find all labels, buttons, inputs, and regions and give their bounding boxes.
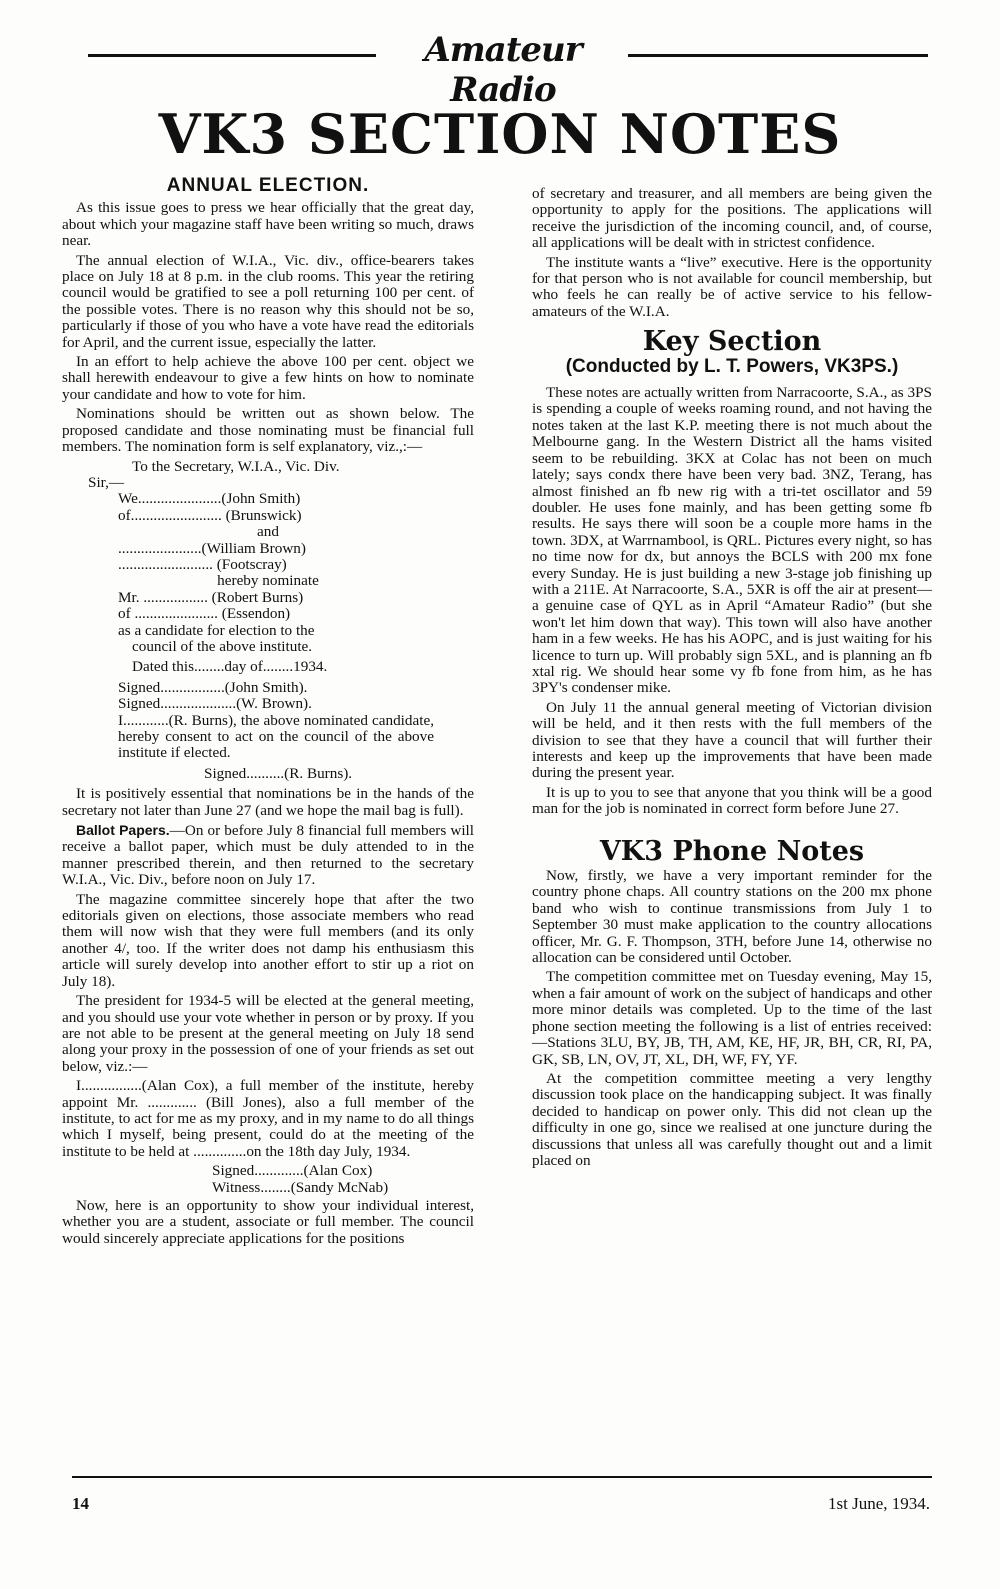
form-line: ......................(William Brown) — [118, 539, 306, 557]
paragraph: These notes are actually written from Narracoorte, S.A., as 3PS is spending a couple of weeks roaming round, and not having the notes taken at the last K.P. meeting there is not much about the Melbourne gang. In the Western District all the hams visited seem to be rebuilding. 3KX at Colac has not been on much lately; says condx there have been very bad. 3NZ, Terang, has almost finished an fb new rig with a tri-tet oscillator and 59 doubler. He uses fone mainly, and has been getting some fb results. He says there will soon be a couple more hams in the town. 3DX, at Warrnambool, is QRL. Pictures every night, so has no time now for dx, but annoys the BCLS with 200 mx fone every Sunday. He is just building a new 3-stage job finishing up with a 211E. At Narracoorte, S.A., 5XR is off the air at present—a genuine case of QYL as in April “Amateur Radio” (but she won't let him down that way). This town will also have another ham in a few weeks. He has his AOPC, and is just waiting for his licence to turn up. Will probably sign 5XL, and is planning an fb xtal rig. We should hear some vy fb fone from him, as he has 3PY's condenser mike. — [532, 384, 932, 697]
page-title: VK3 SECTION NOTES — [158, 102, 842, 166]
form-line: Signed..........(R. Burns). — [204, 764, 353, 782]
paragraph: On July 11 the annual general meeting of Victorian division will be held, and it then rests with the full members of the division to see that they have a council that will further their interests and keep up the improvements that have been made during the present year. — [532, 698, 932, 782]
paragraph: The president for 1934-5 will be elected at the general meeting, and you should use your vote whether in person or by proxy. If you are not able to be present at the general meeting on July 18 send along your proxy in the possession of one of your friends as set out below, viz.:— — [62, 992, 474, 1075]
masthead-rule-right — [628, 54, 928, 57]
form-line: To the Secretary, W.I.A., Vic. Div. — [132, 457, 340, 475]
form-line: of........................ (Brunswick) — [118, 506, 302, 524]
issue-date: 1st June, 1934. — [828, 1494, 930, 1513]
left-column — [62, 175, 474, 1250]
key-section-subheading: (Conducted by L. T. Powers, VK3PS.) — [565, 355, 899, 377]
form-line: Dated this........day of........1934. — [132, 658, 328, 676]
form-line: Signed....................(W. Brown). — [118, 695, 312, 713]
paragraph: Nominations should be written out as shown below. The proposed candidate and those nominating must be financial full members. The nomination form is self explanatory, viz.,:— — [62, 405, 474, 456]
form-line: ......................... (Footscray) — [118, 555, 287, 573]
paragraph: In an effort to help achieve the above 100 per cent. object we shall herewith endeavour to give a few hints on how to nominate your candidate and how to vote for him. — [62, 353, 474, 403]
masthead-rule-left — [88, 54, 376, 57]
form-line: Signed.................(John Smith). — [118, 678, 308, 696]
paragraph — [62, 822, 474, 889]
form-line: hereby nominate — [217, 572, 319, 590]
form-line: We......................(John Smith) — [118, 490, 301, 508]
nomination-form — [62, 459, 474, 783]
ballot-papers-lead: Ballot Papers. — [76, 822, 170, 839]
paragraph: It is up to you to see that anyone that you think will be a good man for the job is nominated in correct form before June 27. — [532, 783, 932, 818]
form-line: council of the above institute. — [132, 637, 313, 655]
ballot-papers-text: —On or before July 8 financial full members will receive a ballot paper, which must be duly attended to in the manner prescribed therein, and then returned to the secretary W.I.A., Vic. Div., before noon on July 17. — [62, 822, 474, 889]
masthead-logo: Amateur Radio — [424, 30, 582, 110]
form-line: I............(R. Burns), the above nominated candidate, hereby consent to act on the council of the above institute if elected. — [118, 711, 434, 762]
paragraph: The institute wants a “live” executive. Here is the opportunity for that person who is not available for council membership, but who feels he can really be of active service to his fellow-amateurs of the W.I.A. — [532, 253, 932, 320]
form-line: Mr. ................. (Robert Burns) — [118, 588, 304, 606]
phone-notes-heading: VK3 Phone Notes — [599, 835, 865, 867]
proxy-form: I................(Alan Cox), a full member of the institute, hereby appoint Mr. ............. (Bill Jones), also a full member of the institute, to act for me as my proxy, and in my name to do all things which I myself, being present, could do at the meeting of the institute to be held at ..............on the 18th day July, 1934. — [62, 1077, 474, 1160]
paragraph: The competition committee met on Tuesday evening, May 15, when a fair amount of work on the subject of handicaps and other more minor details was completed. Up to the time of the last phone section meeting the following is a list of entries received:—Stations 3LU, BY, JB, TH, AM, KE, HF, JR, BH, CR, RI, PA, GK, SB, LN, OV, JT, XL, DH, WF, FY, YF. — [532, 968, 932, 1068]
form-line: as a candidate for election to the — [118, 621, 315, 639]
right-column — [532, 186, 932, 1172]
annual-election-heading: ANNUAL ELECTION. — [166, 175, 370, 196]
paragraph: The magazine committee sincerely hope that after the two editorials given on elections, those associate members who read them will now wish that they were full members (and its only another 4/, too. If the writer does not damp his enthusiasm this article will surely develop into another effort to stir up a riot on July 18). — [62, 890, 474, 990]
footer-rule — [72, 1476, 932, 1478]
paragraph: of secretary and treasurer, and all members are being given the opportunity to apply for the positions. The applications will receive the jurisdiction of the incoming council, and, of course, all applications will be dealt with in strictest confidence. — [532, 185, 932, 252]
paragraph: At the competition committee meeting a very lengthy discussion took place on the handicapping subject. It was finally decided to handicap on power only. This did not clean up the difficulty in one go, since we realised at one juncture during the discussions that unless all was carefully thought out and a limit placed on — [532, 1069, 932, 1169]
page-number: 14 — [72, 1494, 89, 1513]
paragraph: As this issue goes to press we hear officially that the great day, about which your magazine staff have been writing so much, draws near. — [62, 199, 474, 250]
paragraph: Now, here is an opportunity to show your individual interest, whether you are a student, associate or full member. The council would sincerely appreciate applications for the positions — [62, 1196, 474, 1247]
form-line: of ...................... (Essendon) — [118, 605, 291, 623]
form-line: and — [257, 523, 279, 541]
paragraph: The annual election of W.I.A., Vic. div., office-bearers takes place on July 18 at 8 p.m. in the club rooms. This year the retiring council would be gratified to see a poll returning 100 per cent. of the possible votes. There is no reason why this should not be so, particularly if those of you who have a vote have read the editorials for April, and the current issue, especially the latter. — [62, 251, 474, 351]
key-section-heading: Key Section — [642, 326, 822, 358]
form-line: Sir,— — [88, 473, 125, 491]
paragraph: Now, firstly, we have a very important reminder for the country phone chaps. All country stations on the 200 mx phone band who wish to continue transmissions from July 1 to September 30 must make application to the country allocations officer, Mr. G. F. Thompson, 3TH, before June 14, otherwise no allocation can be considered until October. — [532, 867, 932, 967]
proxy-witness: Witness........(Sandy McNab) — [212, 1178, 389, 1196]
paragraph: It is positively essential that nominations be in the hands of the secretary not later than June 27 (and we hope the mail bag is full). — [62, 785, 474, 819]
proxy-signed: Signed.............(Alan Cox) — [212, 1162, 373, 1180]
masthead — [88, 30, 928, 110]
